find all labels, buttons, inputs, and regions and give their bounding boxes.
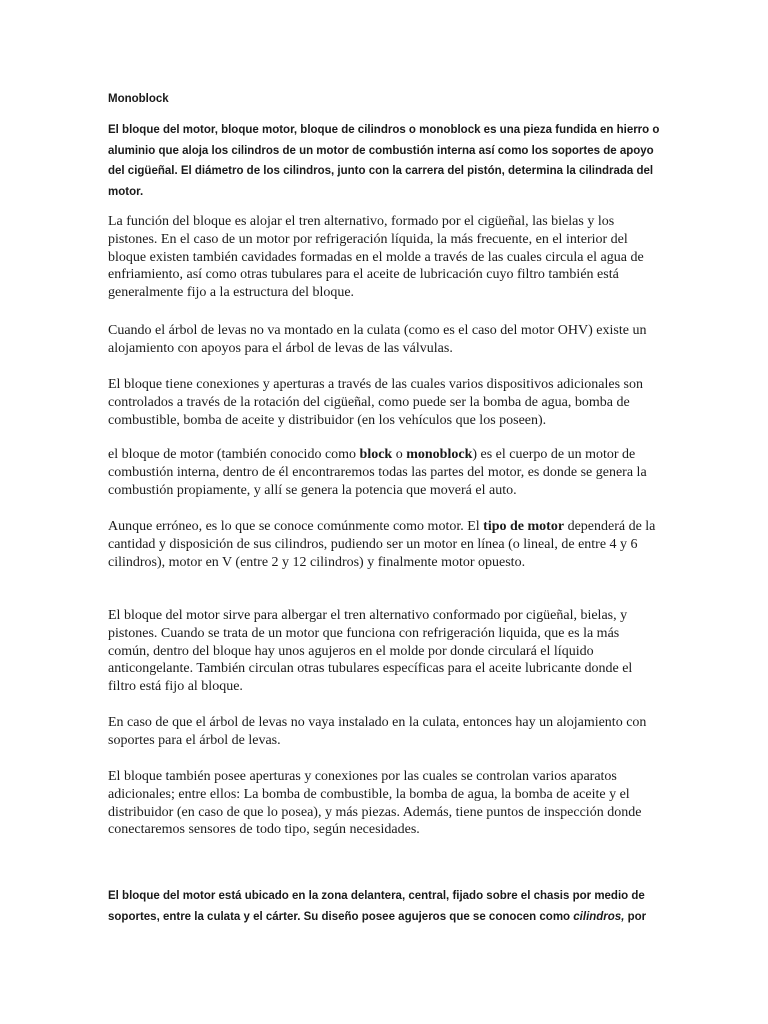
paragraph-connections: El bloque tiene conexiones y aperturas a través de las cuales varios dispositivos adicionales son controlados a través de la rotación del cigüeñal, como puede ser la bomba de agua, bomba de combustible, bomba de aceite y distribuidor (en los vehículos que los poseen). xyxy=(108,377,643,428)
paragraph-engine-type xyxy=(108,518,660,571)
paragraph-location xyxy=(108,886,660,927)
text-span: El bloque del motor está ubicado en la zona delantera, central, fijado sobre el chasis por medio de soportes, entre la culata y el cárter. Su diseño posee agujeros que se conocen como xyxy=(108,890,645,923)
intro-paragraph: El bloque del motor, bloque motor, bloque de cilindros o monoblock es una pieza fundida en hierro o aluminio que aloja los cilindros de un motor de combustión interna así como los soportes de apoyo del cigüeñal. El diámetro de los cilindros, junto con la carrera del pistón, determina la cilindrada del motor. xyxy=(108,124,660,198)
text-span: Aunque erróneo, es lo que se conoce comúnmente como motor. El xyxy=(108,519,484,534)
bold-term-block: block xyxy=(359,447,393,462)
paragraph-definition xyxy=(108,446,660,499)
bold-term-engine-type: tipo de motor xyxy=(483,519,565,534)
document-page xyxy=(108,0,660,1024)
text-span: por xyxy=(624,910,647,923)
paragraph-purpose: El bloque del motor sirve para albergar el tren alternativo conformado por cigüeñal, bielas, y pistones. Cuando se trata de un motor que funciona con refrigeración liquida, que es la más común, dentro del bloque hay unos agujeros en el molde por donde circulará el líquido anticongelante. También circulan otras tubulares específicas para el aceite lubricante donde el filtro está fijo al bloque. xyxy=(108,608,633,695)
text-span: ) es el cuerpo de un motor de combustión interna, dentro de él encontraremos todas las partes del motor, es donde se genera la combustión propiamente, y allí se genera la potencia que moverá el auto. xyxy=(108,447,647,498)
text-span: o xyxy=(392,447,407,462)
text-span: dependerá de la cantidad y disposición de sus cilindros, pudiendo ser un motor en línea (o lineal, de entre 4 y 6 cilindros), motor en V (entre 2 y 12 cilindros) y finalmente motor opuesto. xyxy=(108,519,656,570)
paragraph-camshaft: Cuando el árbol de levas no va montado en la culata (como es el caso del motor OHV) existe un alojamiento con apoyos para el árbol de levas de las válvulas. xyxy=(108,323,647,356)
paragraph-camshaft-housing: En caso de que el árbol de levas no vaya instalado en la culata, entonces hay un alojamiento con soportes para el árbol de levas. xyxy=(108,715,647,748)
bold-term-monoblock: monoblock xyxy=(406,447,473,462)
document-title: Monoblock xyxy=(108,93,169,105)
text-span: el bloque de motor (también conocido como xyxy=(108,447,360,462)
paragraph-function: La función del bloque es alojar el tren alternativo, formado por el cigüeñal, las bielas y los pistones. En el caso de un motor por refrigeración líquida, la más frecuente, en el interior del bloque existen también cavidades formadas en el molde a través de las cuales circula el agua de enfriamiento, así como otras tubulares para el aceite de lubricación cuyo filtro también está generalmente fijo a la estructura del bloque. xyxy=(108,214,644,301)
italic-term-cylinders: cilindros, xyxy=(573,910,625,923)
paragraph-openings: El bloque también posee aperturas y conexiones por las cuales se controlan varios aparatos adicionales; entre ellos: La bomba de combustible, la bomba de agua, la bomba de aceite y el distribuidor (en caso de que lo posea), y más piezas. Además, tiene puntos de inspección donde conectaremos sensores de todo tipo, según necesidades. xyxy=(108,769,642,838)
